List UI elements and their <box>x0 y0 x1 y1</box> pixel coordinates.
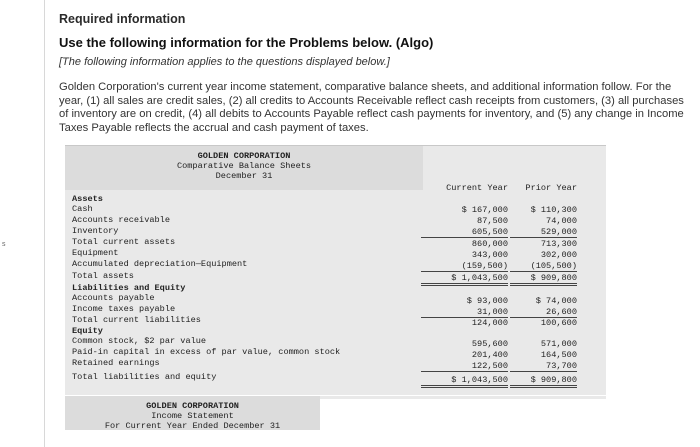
row-label-total-current-assets: Total current assets <box>72 237 176 247</box>
row-label-cash: Cash <box>72 204 93 214</box>
ar-current: 87,500 <box>477 216 508 226</box>
total-assets-prior: $ 909,800 <box>510 273 577 286</box>
col-header-current-year: Current Year <box>446 183 508 193</box>
row-label-total-liabilities-equity: Total liabilities and equity <box>72 372 217 382</box>
problem-instructions-heading: Use the following information for the Problems below. (Algo) <box>59 35 434 50</box>
cash-prior: $ 110,300 <box>530 205 577 215</box>
row-label-retained-earnings: Retained earnings <box>72 358 160 368</box>
inventory-current: 605,500 <box>421 227 508 238</box>
question-panel <box>44 0 700 447</box>
row-label-assets: Assets <box>72 194 103 204</box>
row-label-inventory: Inventory <box>72 226 119 236</box>
bs-title: Comparative Balance Sheets <box>176 161 312 171</box>
paid-in-capital-current: 201,400 <box>471 350 508 360</box>
bs-date: December 31 <box>215 171 273 181</box>
equipment-prior: 302,000 <box>540 250 577 260</box>
tcl-current: 124,000 <box>471 318 508 328</box>
common-stock-prior: 571,000 <box>540 339 577 349</box>
itp-prior: 26,600 <box>510 307 577 318</box>
row-label-total-assets: Total assets <box>72 271 134 281</box>
info-note: [The following information applies to the questions displayed below.] <box>59 56 390 68</box>
ar-prior: 74,000 <box>546 216 577 226</box>
paid-in-capital-prior: 164,500 <box>540 350 577 360</box>
retained-earnings-prior: 73,700 <box>510 361 577 372</box>
row-label-equity: Equity <box>72 326 103 336</box>
itp-current: 31,000 <box>421 307 508 318</box>
row-label-income-taxes-payable: Income taxes payable <box>72 304 176 314</box>
tca-prior: 713,300 <box>540 239 577 249</box>
tcl-prior: 100,600 <box>540 318 577 328</box>
total-le-prior: $ 909,800 <box>510 375 577 388</box>
is-period: For Current Year Ended December 31 <box>104 421 281 431</box>
row-label-accounts-payable: Accounts payable <box>72 293 155 303</box>
row-label-accumulated-depreciation: Accumulated depreciation—Equipment <box>72 259 248 269</box>
row-label-total-current-liabilities: Total current liabilities <box>72 315 201 325</box>
inventory-prior: 529,000 <box>510 227 577 238</box>
row-label-equipment: Equipment <box>72 248 119 258</box>
is-company-name: GOLDEN CORPORATION <box>146 401 239 411</box>
tca-current: 860,000 <box>471 239 508 249</box>
sidebar-mark: s <box>2 241 6 248</box>
required-information-heading: Required information <box>59 12 186 26</box>
retained-earnings-current: 122,500 <box>421 361 508 372</box>
ap-current: $ 93,000 <box>466 296 508 306</box>
row-label-common-stock: Common stock, $2 par value <box>72 336 207 346</box>
ap-prior: $ 74,000 <box>535 296 577 306</box>
bs-company-name: GOLDEN CORPORATION <box>197 151 291 161</box>
row-label-accounts-receivable: Accounts receivable <box>72 215 170 225</box>
equipment-current: 343,000 <box>471 250 508 260</box>
balance-sheet-table <box>65 145 606 395</box>
accum-dep-prior: (105,500) <box>510 261 577 272</box>
cash-current: $ 167,000 <box>461 205 508 215</box>
is-title: Income Statement <box>151 411 234 421</box>
accum-dep-current: (159,500) <box>421 261 508 272</box>
total-assets-current: $ 1,043,500 <box>421 273 508 286</box>
row-label-paid-in-capital: Paid-in capital in excess of par value, common stock <box>72 347 341 357</box>
total-le-current: $ 1,043,500 <box>421 375 508 388</box>
col-header-prior-year: Prior Year <box>525 183 577 193</box>
row-label-liabilities-equity: Liabilities and Equity <box>72 283 186 293</box>
common-stock-current: 595,600 <box>471 339 508 349</box>
income-statement-table <box>65 396 606 447</box>
problem-description: Golden Corporation's current year income statement, comparative balance sheets, and additional information follow. For the year, (1) all sales are credit sales, (2) all credits to Accounts Receivable reflect cash receipts from customers, (3) all purchases of inventory are on credit, (4) all debits to Accounts Payable reflect cash payments for inventory, and (5) any change in Income Taxes Payable reflects the accrual and cash payment of taxes. <box>59 81 684 134</box>
